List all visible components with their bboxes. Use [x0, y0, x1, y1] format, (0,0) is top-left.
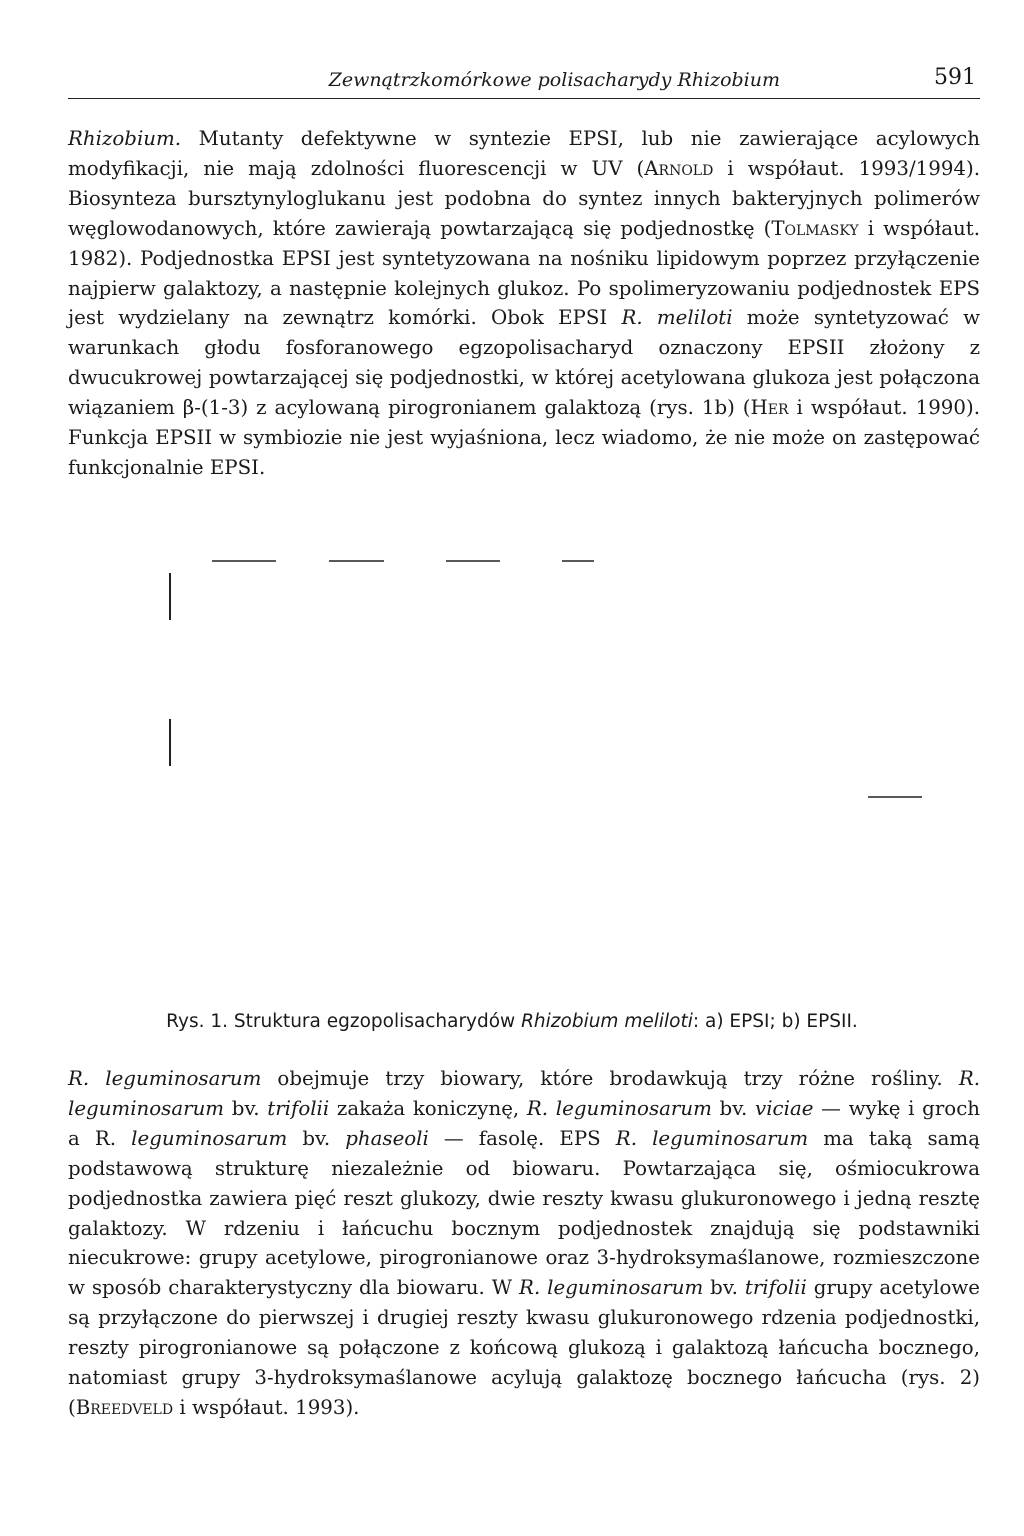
text-run: grupy acetylowe są przyłączone do pierwszej i drugiej reszty kwasu glukuronowego rdzenia podjednostki, reszty pirogronianowe są połączone z końcową glukozą i galaktozą łańcucha bocznego, natomiast grupy 3-hydroksymaślanowe acylują galaktozę bocznego łańcucha (rys. 2) (	[68, 1276, 980, 1419]
paragraph-2	[68, 1064, 980, 1423]
text-run: — wykę i groch a R.	[68, 1096, 981, 1150]
species-italic: R. leguminosarum	[615, 1126, 809, 1150]
caption-text: Rys. 1. Struktura egzopolisacharydów	[166, 1011, 522, 1032]
author-name: Breedveld	[75, 1395, 174, 1419]
biovar-italic: phaseoli	[345, 1126, 429, 1150]
species-italic: R. meliloti	[621, 306, 733, 330]
caption-text: : a) EPSI; b) EPSII.	[692, 1011, 858, 1032]
text-run: bv.	[224, 1096, 268, 1120]
biovar-italic: trifolii	[744, 1276, 807, 1300]
biovar-italic: viciae	[755, 1096, 814, 1120]
genus-italic: Rhizobium.	[68, 127, 182, 150]
species-italic: R. leguminosarum	[68, 1067, 980, 1120]
running-title: Zewnątrzkomórkowe polisacharydy Rhizobium	[328, 69, 780, 91]
text-run: i współaut. 1993/1994). Biosynteza bursztynyloglukanu jest podobna do syntez innych bakteryjnych polimerów węglowodanowych, które zawierają powtarzającą się podjednostkę (	[68, 156, 980, 240]
text-run: Mutanty defektywne w syntezie EPSI, lub nie zawierające acylowych modyfikacji, nie mają zdolności fluorescencji w UV (	[68, 127, 980, 180]
text-run: zakaża koniczynę,	[329, 1096, 527, 1120]
author-name: Tolmasky	[771, 216, 859, 240]
author-name: Arnold	[644, 156, 714, 180]
running-header	[68, 65, 980, 99]
text-run: bv.	[711, 1096, 756, 1120]
figure-caption	[0, 1010, 1024, 1034]
paragraph-1	[68, 124, 980, 483]
text-run: — fasolę. EPS	[428, 1126, 616, 1150]
species-italic: leguminosarum	[131, 1126, 288, 1150]
text-run: ma taką samą podstawową strukturę niezależnie od biowaru. Powtarzająca się, ośmiocukrowa podjednostka zawiera pięć reszt glukozy, dwie reszty kwasu glukuronowego i jedną resztę galaktozy. W rdzeniu i łańcuchu bocznym podjednostek znajdują się podstawniki niecukrowe: grupy acetylowe, pirogronianowe oraz 3-hydroksymaślanowe, rozmieszczone w sposób charakterystyczny dla biowaru. W	[68, 1126, 980, 1300]
text-run: i współaut. 1982). Podjednostka EPSI jest syntetyzowana na nośniku lipidowym poprzez przyłączenie najpierw galaktozy, a następnie kolejnych glukoz. Po spolimeryzowaniu podjednostek EPS jest wydzielany na zewnątrz komórki. Obok EPSI	[68, 216, 980, 330]
species-italic: R. leguminosarum	[519, 1276, 704, 1300]
biovar-italic: trifolii	[267, 1096, 330, 1120]
text-run: bv.	[287, 1126, 346, 1150]
text-run: może syntetyzować w warunkach głodu fosforanowego egzopolisacharyd oznaczony EPSII złożony z dwucukrowej powtarzającej się podjednostki, w której acetylowana glukoza jest połączona wiązaniem β-(1-3) z acylowaną pirogronianem galaktozą (rys. 1b) (	[68, 306, 981, 420]
caption-species: Rhizobium meliloti	[521, 1011, 693, 1032]
text-run: obejmuje trzy biowary, które brodawkują trzy różne rośliny.	[261, 1067, 959, 1090]
page-number: 591	[934, 65, 976, 90]
text-run: i współaut. 1990). Funkcja EPSII w symbiozie nie jest wyjaśniona, lecz wiadomo, że nie może on zastępować funkcjonalnie EPSI.	[68, 396, 980, 479]
text-run: i współaut. 1993).	[173, 1395, 360, 1419]
text-run: bv.	[703, 1276, 745, 1300]
species-italic: R. leguminosarum	[526, 1096, 712, 1120]
species-italic: R. leguminosarum	[68, 1067, 262, 1090]
author-name: Her	[750, 396, 789, 420]
